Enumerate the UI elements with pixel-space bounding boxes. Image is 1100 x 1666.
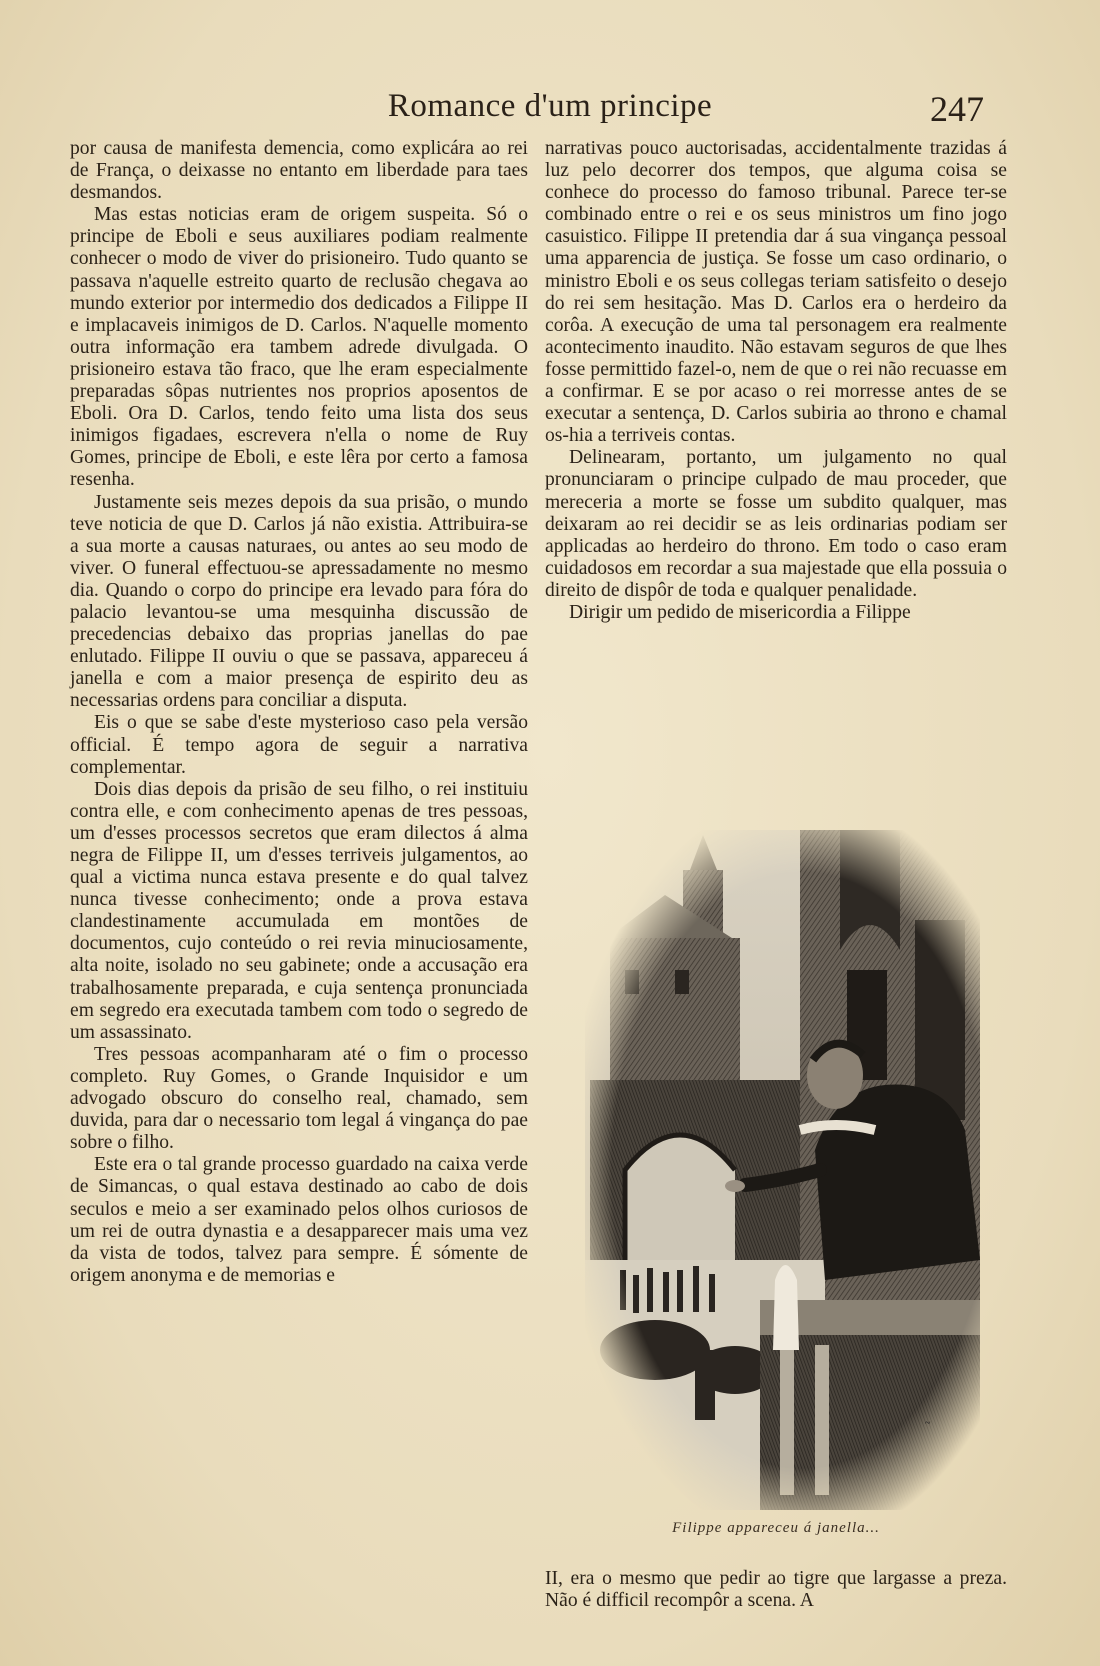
paragraph: Este era o tal grande processo guardado na caixa verde de Simancas, o qual estava destinado ao cabo de dois seculos e meio a ser examinado pelos olhos curiosos de um rei de outra dynastia e a desapparecer mais uma vez da vista de todos, talvez para sempre. É sómente de origem anonyma e de memorias e xyxy=(70,1154,528,1286)
paragraph: Tres pessoas acompanharam até o fim o processo completo. Ruy Gomes, o Grande Inquisidor e um advogado obscuro do conselho real, chamado, sem duvida, para dar o necessario tom legal á vingança do pae sobre o filho. xyxy=(70,1043,528,1154)
page-number: 247 xyxy=(930,89,984,129)
paragraph: Eis o que se sabe d'este mysterioso caso pela versão official. É tempo agora de seguir a narrativa complementar. xyxy=(70,712,528,778)
running-header-title: Romance d'um principe xyxy=(387,88,713,124)
paragraph: narrativas pouco auctorisadas, accidentalmente trazidas á luz pelo decorrer dos tempos, que alguma coisa se conhece do processo do famoso tribunal. Parece ter-se combinado entre o rei e os seus ministros um fino jogo casuistico. Filippe II pretendia dar á sua vingança pessoal uma apparencia de justiça. Se fosse um caso ordinario, o ministro Eboli e os seus collegas teriam satisfeito o desejo do rei sem hesitação. Mas D. Carlos era o herdeiro da corôa. A execução de uma tal personagem era realmente acontecimento inaudito. Não estavam seguros de que lhes fosse permittido fazel-o, nem de que o rei não recuasse em a confirmar. E se por acaso o rei morresse antes de se executar a sentença, D. Carlos subiria ao throno e chamal os-hia a terriveis contas. xyxy=(545,138,1007,447)
engraver-signature: ~ xyxy=(925,1418,931,1429)
paragraph: Delinearam, portanto, um julgamento no qual pronunciaram o principe culpado de mau proceder, que mereceria a morte se fosse um subdito qualquer, mas deixaram ao rei decidir se as leis ordinarias podiam ser applicadas ao herdeiro do throno. Em todo o caso eram cuidadosos em recordar a sua majestade que ella possuia o direito de dispôr de toda e qualquer penalidade. xyxy=(545,447,1007,601)
left-column xyxy=(70,138,528,1287)
right-column-top xyxy=(545,138,1007,624)
paragraph: Dirigir um pedido de misericordia a Filippe xyxy=(569,601,911,623)
paragraph: Justamente seis mezes depois da sua prisão, o mundo teve noticia de que D. Carlos já não existia. Attribuira-se a sua morte a causas naturaes, ou antes ao seu modo de viver. O funeral effectuou-se apressadamente no mesmo dia. Quando o corpo do principe era levado para fóra do palacio levantou-se uma mesquinha discussão de precedencias debaixo das proprias janellas do pae enlutado. Filippe II ouviu o que se passava, appareceu á janella e com a maior presença de espirito deu as necessarias ordens para conciliar a disputa. xyxy=(70,491,528,712)
engraving-illustration xyxy=(585,830,980,1510)
illustration-caption: Filippe appareceu á janella... xyxy=(672,1520,880,1536)
paragraph: II, era o mesmo que pedir ao tigre que largasse a preza. Não é difficil recompôr a scena. A xyxy=(545,1568,1007,1612)
paragraph: Mas estas noticias eram de origem suspeita. Só o principe de Eboli e seus auxiliares podiam realmente conhecer o modo de viver do prisioneiro. Tudo quanto se passava n'aquelle estreito quarto de reclusão chegava ao mundo exterior por intermedio dos dedicados a Filippe II e implacaveis inimigos de D. Carlos. N'aquelle momento outra informação era tambem adrede divulgada. O prisioneiro estava tão fraco, que lhe eram especialmente preparadas sôpas nutrientes nos proprios aposentos de Eboli. Ora D. Carlos, tendo feito uma lista dos seus inimigos figadaes, escrevera n'ella o nome de Ruy Gomes, principe de Eboli, e este lêra por certo a famosa resenha. xyxy=(70,204,528,491)
paragraph: por causa de manifesta demencia, como explicára ao rei de França, o deixasse no entanto em liberdade para taes desmandos. xyxy=(70,138,528,204)
paragraph: Dois dias depois da prisão de seu filho, o rei instituiu contra elle, e com conhecimento apenas de tres pessoas, um d'esses processos secretos que eram dilectos á alma negra de Filippe II, um d'esses terriveis julgamentos, ao qual a victima nunca estava presente e do qual talvez nunca tivesse conhecimento; onde a prova estava clandestinamente accumulada em montões de documentos, cujo conteúdo o rei revia minuciosamente, alta noite, isolado no seu gabinete; onde a accusação era trabalhosamente preparada, e cuja sentença pronunciada em segredo era executada tambem com todo o segredo de um assassinato. xyxy=(70,778,528,1043)
right-column-bottom xyxy=(545,1568,1007,1612)
